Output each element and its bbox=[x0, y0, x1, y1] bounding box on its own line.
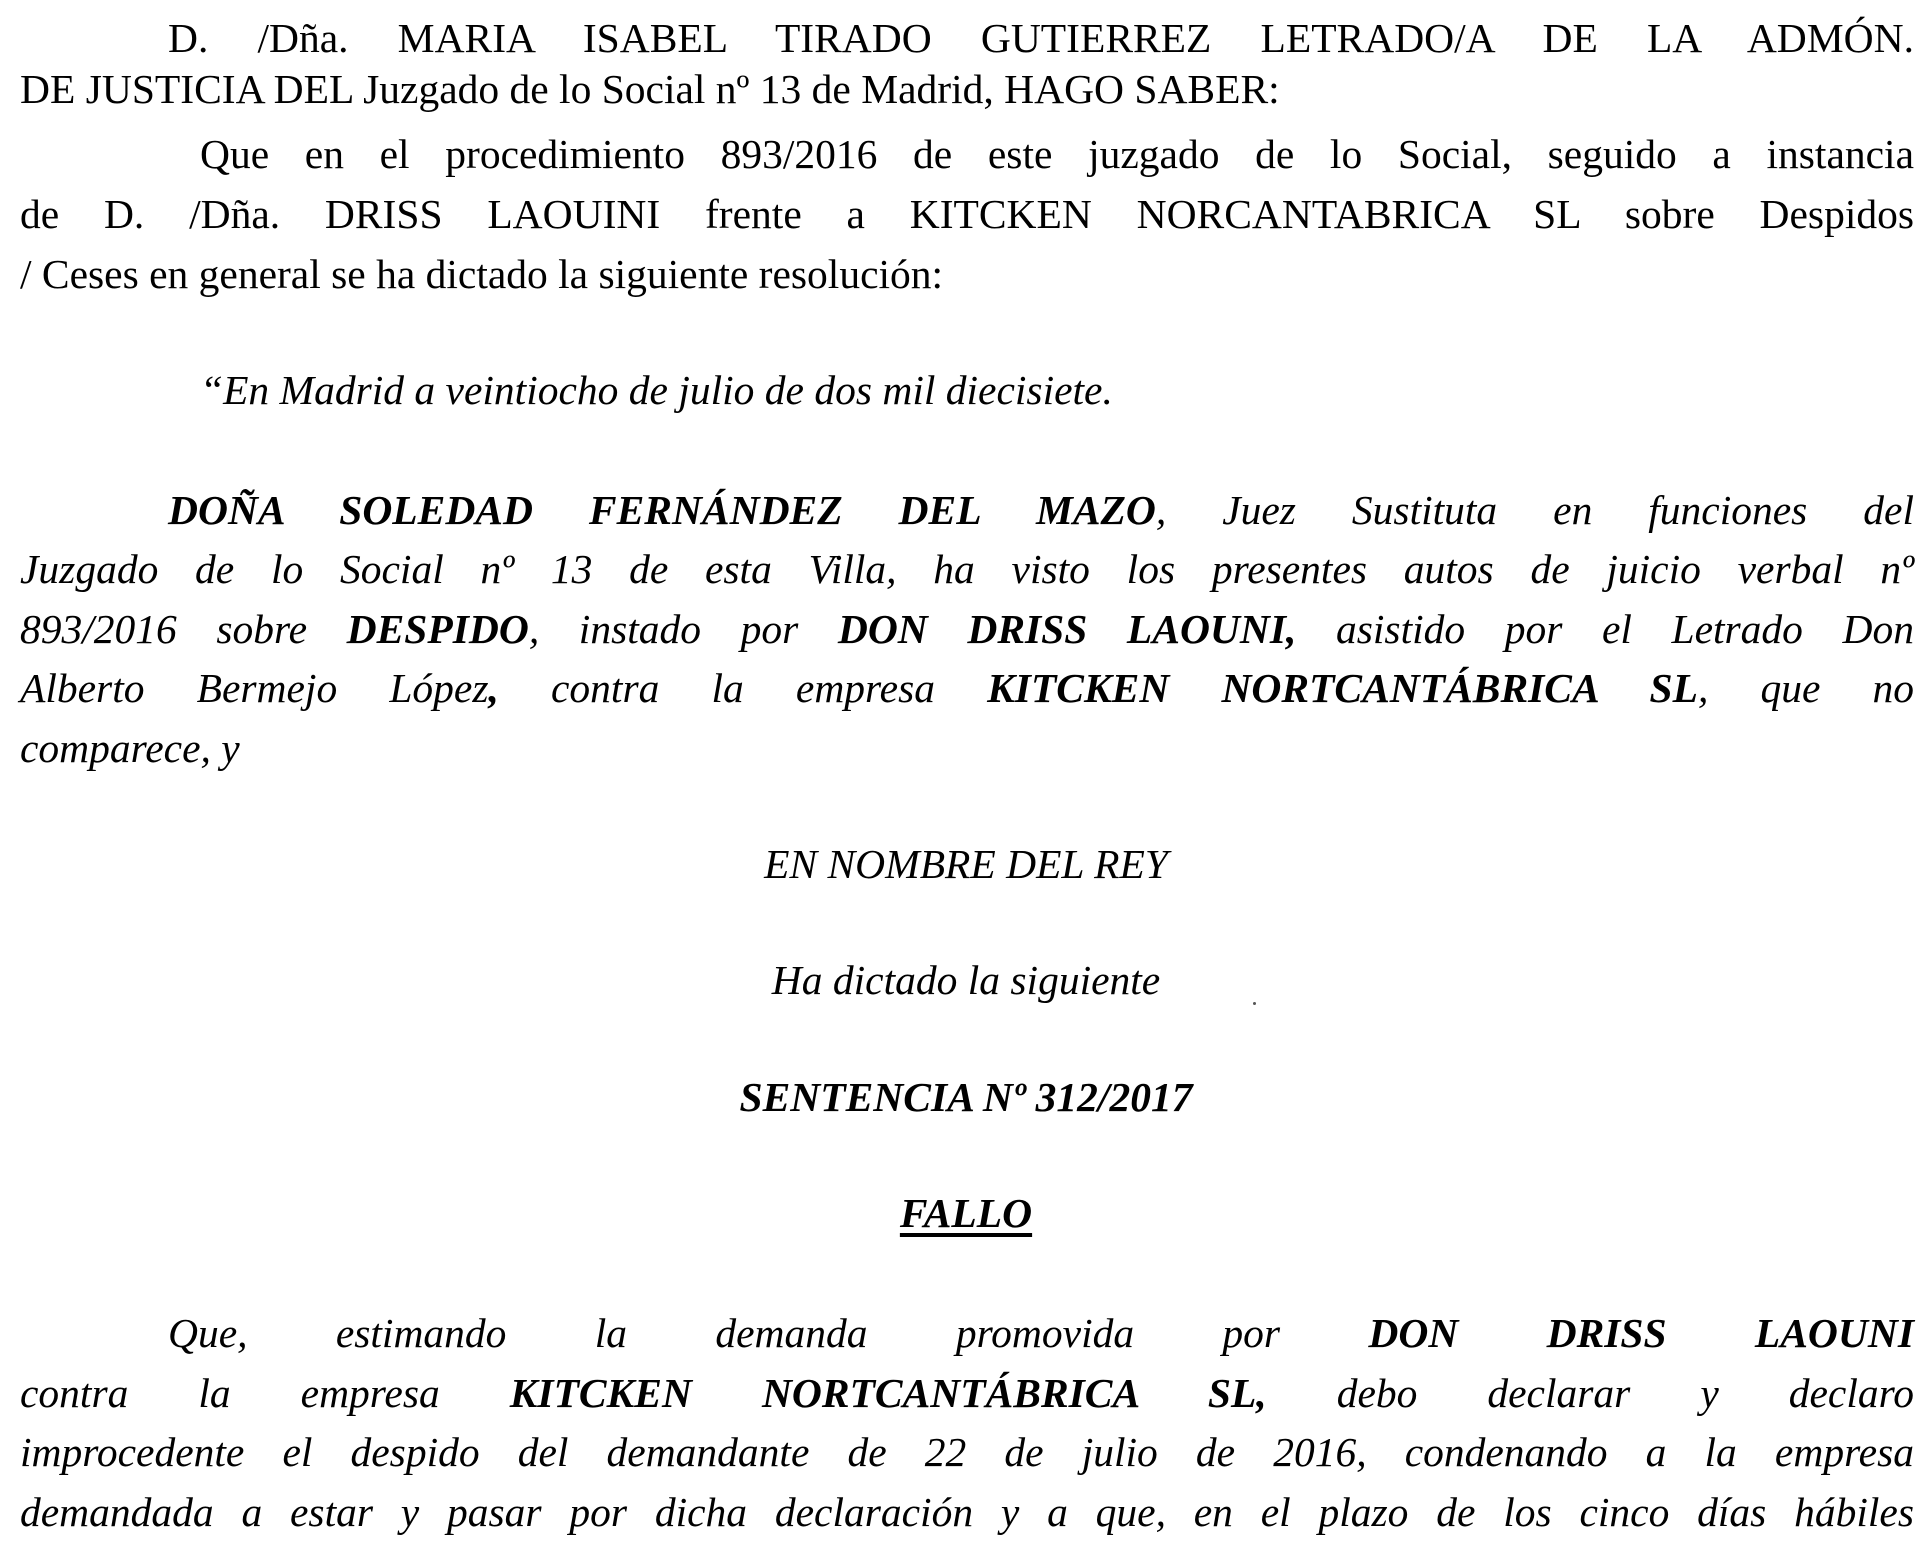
sentencia-heading bbox=[0, 1071, 1932, 1123]
judge-text-4c: contra la empresa bbox=[498, 665, 988, 711]
fallo-text: FALLO bbox=[899, 1190, 1033, 1236]
fallo-text-3: improcedente el despido del demandante de 22 de julio de 2016, condenando a la empresa bbox=[20, 1429, 1914, 1475]
judge-line-1 bbox=[168, 484, 1914, 536]
judge-text-5: comparece, y bbox=[20, 725, 240, 771]
fallo-line-4 bbox=[20, 1486, 1914, 1538]
company-name: KITCKEN NORTCANTÁBRICA SL bbox=[987, 665, 1698, 711]
judge-text-3c: , instado por bbox=[528, 606, 838, 652]
date-text: “En Madrid a veintiocho de julio de dos mil diecisiete. bbox=[200, 367, 1113, 413]
judge-text-2: Juzgado de lo Social nº 13 de esta Villa, ha visto los presentes autos de juicio verbal nº bbox=[20, 546, 1914, 592]
ha-dictado-heading bbox=[0, 954, 1932, 1006]
header-line-1 bbox=[168, 12, 1914, 64]
judge-text-4e: , que no bbox=[1697, 665, 1915, 711]
ha-dictado-text: Ha dictado la siguiente bbox=[771, 957, 1161, 1003]
judge-name: DOÑA SOLEDAD FERNÁNDEZ DEL MAZO bbox=[168, 487, 1156, 533]
despido-label: DESPIDO bbox=[346, 606, 529, 652]
intro-line-1 bbox=[200, 128, 1914, 180]
scan-speck bbox=[1253, 1002, 1256, 1005]
judge-title: , Juez Sustituta en funciones del bbox=[1155, 487, 1914, 533]
judge-line-4 bbox=[20, 662, 1914, 714]
header-line-2 bbox=[20, 63, 1914, 115]
sentencia-text: SENTENCIA Nº 312/2017 bbox=[739, 1074, 1193, 1120]
lawyer-name: Alberto Bermejo López bbox=[20, 665, 489, 711]
fallo-company: KITCKEN NORTCANTÁBRICA SL, bbox=[509, 1370, 1267, 1416]
judge-line-2 bbox=[20, 543, 1914, 595]
judge-text-3e: asistido por el Letrado Don bbox=[1296, 606, 1914, 652]
intro-text-2: de D. /Dña. DRISS LAOUINI frente a KITCKEN NORCANTABRICA SL sobre Despidos bbox=[20, 191, 1914, 237]
intro-line-2 bbox=[20, 188, 1914, 240]
en-nombre-text: EN NOMBRE DEL REY bbox=[764, 841, 1168, 887]
fallo-line-2 bbox=[20, 1367, 1914, 1419]
header-text-1: D. /Dña. MARIA ISABEL TIRADO GUTIERREZ LETRADO/A DE LA ADMÓN. bbox=[168, 15, 1914, 61]
intro-text-1: Que en el procedimiento 893/2016 de este juzgado de lo Social, seguido a instancia bbox=[200, 131, 1914, 177]
intro-text-3: / Ceses en general se ha dictado la siguiente resolución: bbox=[20, 251, 944, 297]
date-line bbox=[200, 364, 1914, 416]
en-nombre-heading bbox=[0, 838, 1932, 890]
judge-text-3a: 893/2016 sobre bbox=[20, 606, 347, 652]
judge-line-5 bbox=[20, 722, 1914, 774]
fallo-text-1a: Que, estimando la demanda promovida por bbox=[168, 1310, 1369, 1356]
plaintiff-name: DON DRISS LAOUNI, bbox=[837, 606, 1297, 652]
fallo-text-2a: contra la empresa bbox=[20, 1370, 510, 1416]
judge-line-3 bbox=[20, 603, 1914, 655]
fallo-plaintiff: DON DRISS LAOUNI bbox=[1368, 1310, 1914, 1356]
fallo-heading bbox=[0, 1187, 1932, 1239]
fallo-text-4: demandada a estar y pasar por dicha declaración y a que, en el plazo de los cinco días hábiles bbox=[20, 1489, 1914, 1535]
comma-bold: , bbox=[488, 665, 499, 711]
intro-line-3 bbox=[20, 248, 1914, 300]
fallo-line-3 bbox=[20, 1426, 1914, 1478]
fallo-text-2c: debo declarar y declaro bbox=[1266, 1370, 1914, 1416]
fallo-line-1 bbox=[168, 1307, 1914, 1359]
header-text-2: DE JUSTICIA DEL Juzgado de lo Social nº 13 de Madrid, HAGO SABER: bbox=[20, 66, 1280, 112]
